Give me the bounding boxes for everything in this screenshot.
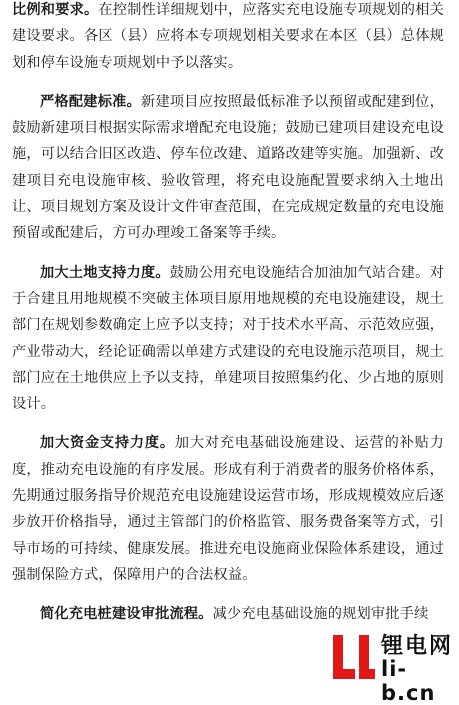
paragraph-heading: 加大资金支持力度。 [40, 435, 175, 452]
paragraph-approval-process [12, 601, 444, 627]
paragraph-construction-standard [12, 89, 444, 247]
li-b-logo-icon [331, 633, 377, 681]
watermark-domain: li-b.cn [381, 657, 436, 705]
paragraph-heading: 加大土地支持力度。 [40, 264, 170, 281]
paragraph-heading: 比例和要求。 [12, 2, 99, 18]
paragraph-funding-support [12, 430, 444, 588]
paragraph-body: 加大对充电基础设施建设、运营的补贴力度，推动充电设施的有序发展。形成有利于消费者的服务价格体系，先期通过服务指导价规范充电设施建设运营市场，形成规模效应后逐步放开价格指导，通过主管部门的价格监管、服务费备案等方式，引导市场的可持续、健康发展。推进充电设施商业保险体系建设，通过强制保险方式，保障用户的合法权益。 [12, 435, 444, 583]
paragraph-heading: 严格配建标准。 [40, 93, 142, 110]
paragraph-land-support [12, 260, 444, 418]
watermark-title: 锂电网 [381, 634, 454, 659]
paragraph-body: 鼓励公用充电设施结合加油加气站合建。对于合建且用地规模不突破主体项目原用地规模的充电设施建设，规土部门在规划参数确定上应予以支持；对于技术水平高、示范效应强，产业带动大，经论证确需以单建方式建设的充电设施示范项目，规土部门应在土地供应上予以支持，单建项目按照集约化、少占地的原则设计。 [12, 264, 444, 413]
document-page [12, 0, 444, 628]
paragraph-body: 减少充电基础设施的规划审批手续 [212, 606, 429, 623]
site-watermark [331, 627, 455, 705]
paragraph-body: 在控制性详细规划中，应落实充电设施专项规划的相关建设要求。各区（县）应将本专项规划相关要求在本区（县）总体规划和停车设施专项规划中予以落实。 [12, 2, 444, 71]
paragraph-body: 新建项目应按照最低标准予以预留或配建到位，鼓励新建项目根据实际需求增配充电设施；鼓励已建项目建设充电设施，可以结合旧区改造、停车位改建、道路改建等实施。加强新、改建项目充电设施审核、验收管理，将充电设施配置要求纳入土地出让、项目规划方案及设计文件审查范围，在完成规定数量的充电设施预留或配建后，方可办理竣工备案等手续。 [12, 93, 444, 242]
paragraph-heading: 简化充电桩建设审批流程。 [40, 606, 213, 623]
paragraph-requirements [12, 0, 444, 76]
